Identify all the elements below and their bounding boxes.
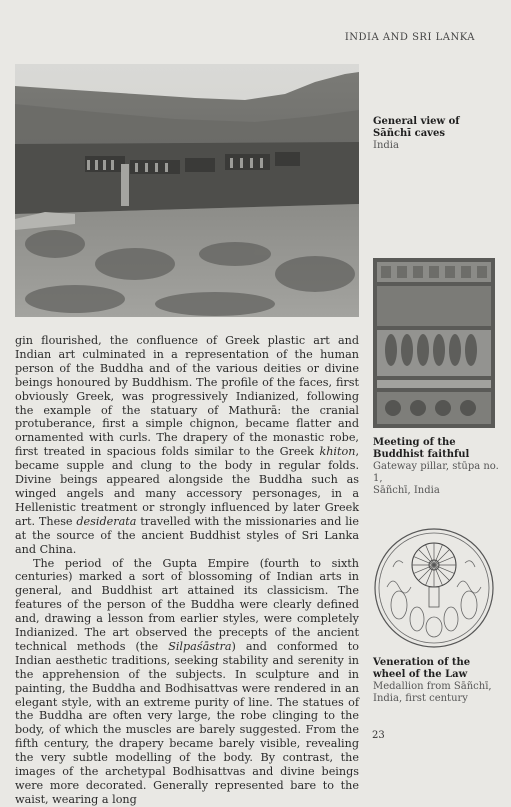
p1-text-b: , became supple and clung to the body in regular folds. Divine beings appeared alongside the Buddha such as winged angels and many accessory personages, in a Hellenistic treatment or strongly influenced by later Greek art. These: [15, 445, 359, 528]
sanchi-caves-photo: [15, 64, 359, 317]
p1-italic-khiton: khiton: [319, 445, 356, 459]
paragraph-1: [15, 334, 359, 557]
wheel-medallion-drawing: [373, 527, 495, 649]
page-number: 23: [372, 730, 385, 741]
figure-caption-2: [373, 437, 501, 497]
figure-3-subtitle-line1: Medallion from Sāñchī,: [373, 681, 492, 692]
figure-3-title-line2: wheel of the Law: [373, 669, 468, 680]
p2-italic-silpasastra: Silpaśāstra: [168, 639, 232, 653]
figure-2-title-line1: Meeting of the: [373, 437, 456, 448]
figure-2-subtitle-line1: Gateway pillar, stūpa no. 1,: [373, 461, 499, 484]
figure-1-subtitle-line1: India: [373, 140, 399, 151]
p1-text-c: travelled with the missionaries and lie at the source of the ancient Buddhist styles of Sri Lanka and China.: [15, 514, 359, 556]
figure-1-title-line1: General view of: [373, 116, 460, 127]
running-head: INDIA AND SRI LANKA: [344, 32, 475, 43]
figure-3-subtitle-line2: India, first century: [373, 693, 468, 704]
gateway-pillar-photo: [373, 258, 495, 428]
p1-text-a: gin flourished, the confluence of Greek plastic art and Indian art culminated in a representation of the human person of the Buddha and of the various deities or divine beings honoured by Buddhism. The profile of the faces, first obviously Greek, was progressively Indianized, following the example of the statuary of Mathurā: the cranial protuberance, first a simple chignon, became flatter and ornamented with curls. The drapery of the monastic robe, first treated in spacious folds similar to the Greek: [15, 334, 359, 459]
p2-text-b: ) and conformed to Indian aesthetic traditions, seeking stability and serenity in the apprehension of the subjects. In sculpture and in painting, the Buddha and Bodhisattvas were rendered in an elegant style, with an extreme purity of line. The statues of the Buddha are often very large, the robe clinging to the body, of which the muscles are barely suggested. From the fifth century, the drapery became barely visible, revealing the very subtle modelling of the body. By contrast, the images of the archetypal Bodhisattvas and divine beings were more decorated. Generally represented bare to the waist, wearing a long: [15, 639, 360, 806]
figure-caption-3: [373, 657, 501, 705]
p1-italic-desiderata: desiderata: [76, 514, 137, 528]
figure-1-title-line2: Sāñchī caves: [373, 128, 445, 139]
p2-text-a: The period of the Gupta Empire (fourth to sixth centuries) marked a sort of blossoming of Indian arts in general, and Buddhist art attained its classicism. The features of the person of the Buddha were clearly defined and, drawing a lesson from earlier styles, were completely Indianized. The art observed the precepts of the ancient technical methods (the: [15, 556, 359, 653]
figure-2-title-line2: Buddhist faithful: [373, 449, 470, 460]
figure-3-title-line1: Veneration of the: [373, 657, 471, 668]
figure-2-subtitle-line2: Sāñchī, India: [373, 485, 440, 496]
figure-caption-1: [373, 116, 501, 152]
paragraph-2: [15, 557, 359, 807]
body-text: [15, 334, 359, 807]
